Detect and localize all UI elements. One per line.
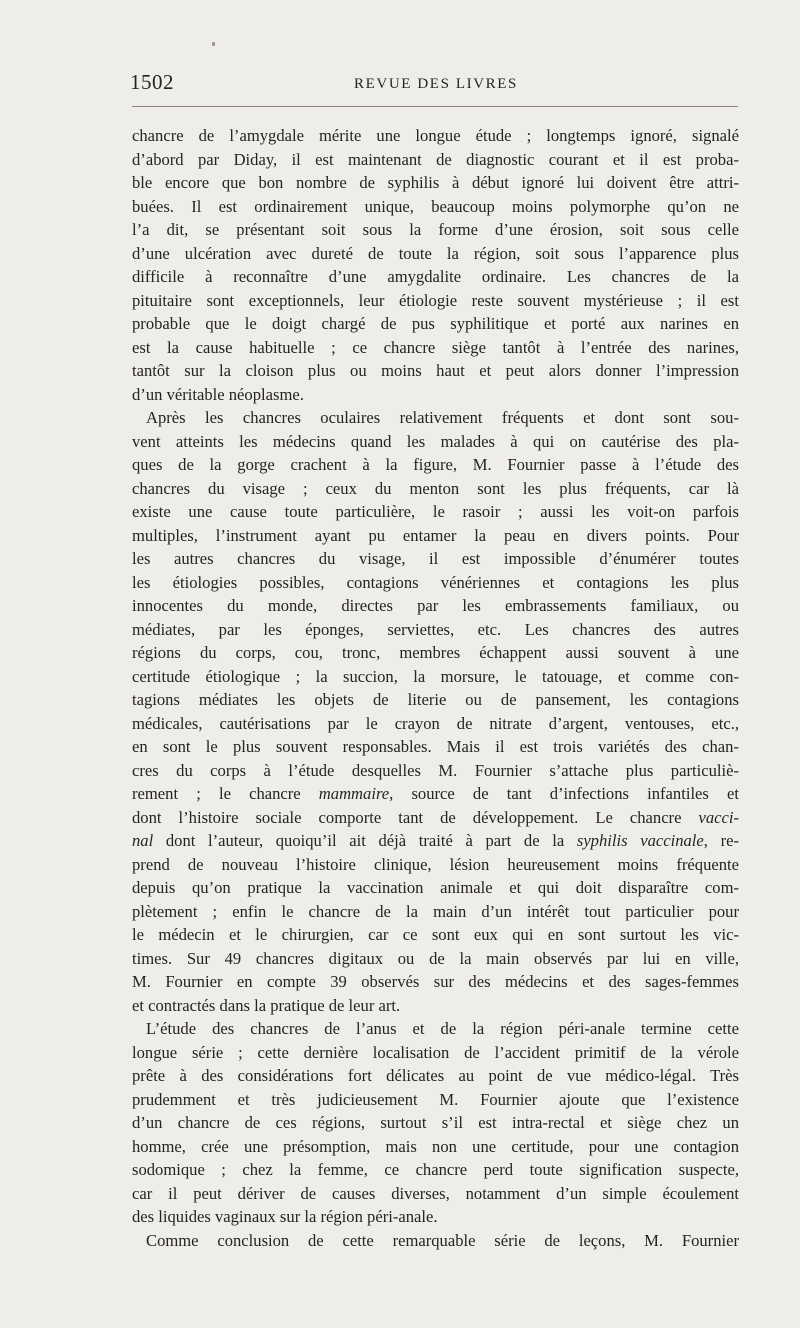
text-line: M. Fournier en compte 39 observés sur des médecins et des sages-femmes: [132, 972, 739, 991]
page-number: 1502: [130, 70, 174, 94]
text-line: cres du corps à l’étude desquelles M. Fournier s’attache plus particuliè-: [132, 760, 739, 780]
article-body: [132, 124, 739, 1252]
text-line: Comme conclusion de cette remarquable série de leçons, M. Fournier: [146, 1230, 739, 1250]
text-line: depuis qu’on pratique la vaccination animale et qui doit disparaître com-: [132, 878, 739, 897]
text-line: des liquides vaginaux sur la région péri-anale.: [132, 1207, 438, 1226]
text-run: dont l’auteur, quoiqu’il ait déjà traité à part de la: [153, 831, 577, 850]
text-line: les étiologies possibles, contagions vénériennes et contagions les plus: [132, 572, 739, 592]
text-line: d’abord par Diday, il est maintenant de diagnostic courant et il est proba-: [132, 149, 739, 169]
text-run: , source de tant d’infections infantiles et: [389, 784, 739, 803]
text-run: , re-: [703, 831, 739, 850]
text-line: multiples, l’instrument ayant pu entamer la peau en divers points. Pour: [132, 525, 739, 545]
text-line: régions du corps, cou, tronc, membres échappent aussi souvent à une: [132, 643, 739, 662]
text-line: probable que le doigt chargé de pus syphilitique et porté aux narines en: [132, 314, 739, 333]
italic-term: vacci-: [698, 807, 739, 827]
text-line: chancres du visage ; ceux du menton sont les plus fréquents, car là: [132, 478, 739, 498]
text-line: tantôt sur la cloison plus ou moins haut et peut alors donner l’impression: [132, 361, 739, 380]
running-title: REVUE DES LIVRES: [354, 76, 518, 92]
text-run: dont l’histoire sociale comporte tant de développement. Le chancre: [132, 807, 699, 827]
text-line: [132, 782, 739, 806]
text-line: certitude étiologique ; la succion, la morsure, le tatouage, et comme con-: [132, 666, 739, 686]
text-line: d’une ulcération avec dureté de toute la région, soit sous l’apparence plus: [132, 243, 739, 263]
text-line: [132, 806, 739, 830]
page-header: [130, 70, 742, 110]
text-line: sodomique ; chez la femme, ce chancre perd toute signification suspecte,: [132, 1160, 739, 1179]
text-line: prête à des considérations fort délicates au point de vue médico-légal. Très: [132, 1066, 739, 1085]
italic-term: mammaire: [318, 784, 390, 803]
text-line: ques de la gorge crachent à la figure, M. Fournier passe à l’étude des: [132, 455, 739, 474]
text-line: Après les chancres oculaires relativement fréquents et dont sont sou-: [146, 408, 739, 427]
text-line: prend de nouveau l’histoire clinique, lésion heureusement moins fréquente: [132, 854, 739, 874]
text-line: times. Sur 49 chancres digitaux ou de la main observés par lui en ville,: [132, 948, 739, 968]
text-line: homme, crée une présomption, mais non une certitude, pour une contagion: [132, 1136, 739, 1156]
text-line: tagions médiates les objets de literie ou de pansement, les contagions: [132, 690, 739, 709]
header-rule: [132, 106, 738, 107]
italic-term: nal: [132, 831, 154, 850]
text-line: buées. Il est ordinairement unique, beaucoup moins polymorphe qu’on ne: [132, 196, 739, 216]
text-line: innocentes du monde, directes par les embrassements familiaux, ou: [132, 596, 739, 615]
italic-term: syphilis vaccinale: [576, 831, 704, 850]
text-line: [132, 829, 739, 853]
text-line: L’étude des chancres de l’anus et de la région péri-anale termine cette: [146, 1019, 739, 1038]
text-line: d’un chancre de ces régions, surtout s’il est intra-rectal et siège chez un: [132, 1113, 739, 1132]
text-line: médiates, par les éponges, serviettes, etc. Les chancres des autres: [132, 619, 739, 639]
text-line: difficile à reconnaître d’une amygdalite ordinaire. Les chancres de la: [132, 267, 739, 286]
text-line: car il peut dériver de causes diverses, notamment d’un simple écoulement: [132, 1183, 739, 1203]
text-line: ble encore que bon nombre de syphilis à début ignoré lui doivent être attri-: [132, 173, 739, 192]
text-line: le médecin et le chirurgien, car ce sont eux qui en sont surtout les vic-: [132, 925, 739, 944]
text-line: médicales, cautérisations par le crayon de nitrate d’argent, ventouses, etc.,: [132, 713, 739, 733]
print-speck: [212, 42, 215, 46]
text-line: les autres chancres du visage, il est impossible d’énumérer toutes: [132, 549, 739, 568]
text-line: d’un véritable néoplasme.: [132, 384, 304, 404]
text-line: prudemment et très judicieusement M. Fournier ajoute que l’existence: [132, 1089, 739, 1109]
text-line: l’a dit, se présentant soit sous la forme d’une érosion, soit sous celle: [132, 220, 739, 239]
text-line: longue série ; cette dernière localisation de l’accident primitif de la vérole: [132, 1042, 739, 1062]
text-line: pituitaire sont exceptionnels, leur étiologie reste souvent mystérieuse ; il est: [132, 290, 739, 310]
text-line: plètement ; enfin le chancre de la main d’un intérêt tout particulier pour: [132, 901, 739, 921]
text-line: existe une cause toute particulière, le rasoir ; aussi les voit-on parfois: [132, 502, 739, 521]
text-line: en sont le plus souvent responsables. Mais il est trois variétés des chan-: [132, 737, 739, 756]
text-line: est la cause habituelle ; ce chancre siège tantôt à l’entrée des narines,: [132, 337, 739, 357]
text-line: vent atteints les médecins quand les malades à qui on cautérise des pla-: [132, 431, 739, 451]
text-run: rement ; le chancre: [132, 784, 319, 803]
text-line: et contractés dans la pratique de leur art.: [132, 995, 401, 1015]
text-line: chancre de l’amygdale mérite une longue étude ; longtemps ignoré, signalé: [132, 126, 739, 145]
